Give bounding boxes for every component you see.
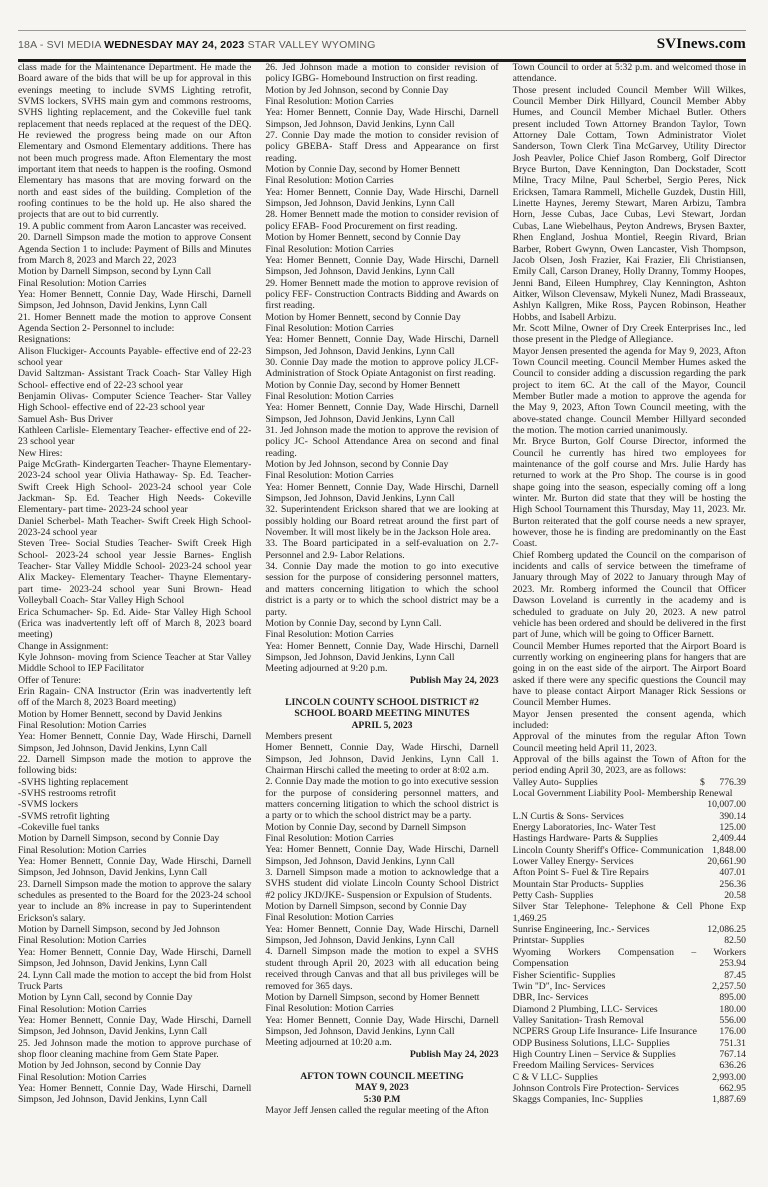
section-heading: 5:30 P.M	[363, 1093, 401, 1105]
bill-payee: Energy Laboratories, Inc- Water Test	[512, 822, 656, 834]
paragraph: Motion by Darnell Simpson, second by Lynn Call	[18, 266, 212, 278]
bill-payee: Skaggs Companies, Inc- Supplies	[512, 1094, 643, 1106]
paragraph: Yea: Homer Bennett, Connie Day, Wade Hirschi, Darnell Simpson, Jed Johnson, David Jenkins, Lynn Call	[18, 856, 252, 879]
section-heading: APRIL 5, 2023	[351, 719, 413, 731]
bill-row	[513, 970, 746, 981]
bill-amount: 82.50	[724, 935, 746, 947]
paragraph: Final Resolution: Motion Carries	[265, 629, 394, 641]
paragraph: Yea: Homer Bennett, Connie Day, Wade Hirschi, Darnell Simpson, Jed Johnson, David Jenkins, Lynn Call	[18, 288, 252, 312]
paragraph: Members present	[265, 730, 333, 742]
bill-amount: 180.00	[719, 1003, 746, 1015]
bill-payee: L.N Curtis & Sons- Services	[512, 810, 624, 822]
paragraph: Motion by Connie Day, second by Darnell Simpson	[265, 821, 466, 833]
publish-date-line: Publish May 24, 2023	[409, 674, 499, 686]
spacer	[265, 686, 498, 697]
paragraph: Wyoming Workers Compensation – Workers	[512, 946, 746, 958]
paragraph: Yea: Homer Bennett, Connie Day, Wade Hirschi, Darnell Simpson, Jed Johnson, David Jenkins, Lynn Call	[265, 107, 499, 130]
bill-payee: Lincoln County Sheriff's Office- Communication	[512, 844, 704, 856]
bill-row	[513, 845, 746, 856]
bill-row	[513, 1049, 746, 1060]
paragraph: 31. Jed Johnson made the motion to approve the revision of policy JC- School Attendance Area on second and final reading.	[265, 425, 499, 459]
bill-payee: Compensation	[512, 958, 569, 970]
paragraph: Kyle Johnson- moving from Science Teacher at Star Valley Middle School to IEP Facilitator	[18, 651, 252, 675]
section-heading: SCHOOL BOARD MEETING MINUTES	[294, 708, 470, 720]
paragraph: Resignations:	[18, 334, 71, 346]
paragraph: -SVHS restrooms retrofit	[18, 788, 116, 799]
paragraph: Final Resolution: Motion Carries	[265, 390, 394, 402]
bill-row	[513, 777, 746, 788]
bill-payee: Sunrise Engineering, Inc.- Services	[512, 924, 650, 936]
paragraph: Offer of Tenure:	[18, 674, 81, 686]
paragraph: Final Resolution: Motion Carries	[265, 96, 394, 108]
paragraph: Final Resolution: Motion Carries	[265, 175, 394, 187]
bill-row	[513, 799, 746, 810]
bill-amount: 125.00	[719, 822, 746, 834]
masthead	[18, 30, 746, 62]
bill-row	[513, 1072, 746, 1083]
spacer	[265, 1060, 498, 1071]
paragraph: Mayor Jensen presented the agenda for May 9, 2023, Afton Town Council meeting. Council Member Humes asked the Council to consider adding a discussion regarding the park project to item 6C. At the call of the Mayor, Council Member Butler made a motion to approve the agenda for the May 9, 2023, Afton Town Council meeting, with the above-stated change. Council Member Hillyard seconded the motion. The motion carried unanimously.	[512, 345, 746, 436]
paragraph: 29. Homer Bennett made the motion to approve revision of policy FEF- Construction Contracts Bidding and Awards on first reading.	[265, 277, 499, 312]
bill-row	[513, 1083, 746, 1094]
bill-amount: 407.01	[719, 867, 746, 879]
bill-row	[513, 811, 746, 822]
article-columns	[18, 62, 746, 1177]
bill-row	[513, 833, 746, 844]
page-label: 18A - SVI MEDIA	[18, 38, 101, 51]
paragraph: Motion by Darnell Simpson, second by Connie Day	[265, 901, 467, 913]
paragraph: Motion by Darnell Simpson, second by Homer Bennett	[265, 991, 480, 1003]
bill-amount: 20.58	[724, 890, 746, 902]
bill-amount: 556.00	[719, 1014, 746, 1026]
paragraph: Final Resolution: Motion Carries	[18, 844, 147, 856]
masthead-row	[18, 31, 746, 59]
bill-payee: C & V LLC- Supplies	[512, 1071, 598, 1083]
paragraph: 26. Jed Johnson made a motion to consider revision of policy IGBG- Homebound Instruction on first reading.	[265, 62, 499, 85]
bill-payee: Diamond 2 Plumbing, LLC- Services	[512, 1003, 658, 1015]
paragraph: Final Resolution: Motion Carries	[265, 912, 394, 924]
publish-date-line: Publish May 24, 2023	[409, 1048, 499, 1060]
bill-amount: 1,887.69	[712, 1094, 746, 1106]
bill-row	[513, 1026, 746, 1037]
paragraph: Town Council to order at 5:32 p.m. and welcomed those in attendance.	[512, 62, 746, 85]
section-heading: AFTON TOWN COUNCIL MEETING	[300, 1070, 464, 1082]
paragraph: 3. Darnell Simpson made a motion to acknowledge that a SVHS student did violate Lincoln County School District #2 policy JKD/JKE- Suspension or Expulsion of Students.	[265, 867, 499, 901]
bill-amount: 2,993.00	[712, 1071, 746, 1083]
paragraph: Yea: Homer Bennett, Connie Day, Wade Hirschi, Darnell Simpson, Jed Johnson, David Jenkins, Lynn Call	[265, 186, 499, 210]
paragraph: 23. Darnell Simpson made the motion to approve the salary schedules as presented to the Board for the 2023-24 school year to include an 8% increase in pay to Superintendent Erickson's salary.	[18, 878, 252, 924]
paragraph: -SVMS lockers	[18, 799, 79, 811]
paragraph: Meeting adjourned at 10:20 a.m.	[265, 1037, 392, 1049]
paragraph: Local Government Liability Pool- Membership Renewal	[512, 788, 733, 799]
paragraph: Mayor Jeff Jensen called the regular meeting of the Afton	[265, 1104, 489, 1116]
paragraph: 27. Connie Day made the motion to consider revision of policy GBEBA- Staff Dress and Appearance on first reading.	[265, 130, 499, 164]
paragraph: Mr. Bryce Burton, Golf Course Director, informed the Council he currently has hired two employees for maintenance of the golf course and Mrs. Julie Hardy has returned to work at the Pro Shop. The course is in good shape going into the season, especially coming off a long winter. Mr. Burton did state that they will be hosting the High School Tournament this Thursday, May 11, 2023. Mr. Burton reiterated that the golf course needs a new sprayer, however, those he is finding are predominantly on the East Coast.	[512, 436, 746, 550]
paragraph: Yea: Homer Bennett, Connie Day, Wade Hirschi, Darnell Simpson, Jed Johnson, David Jenkins, Lynn Call	[265, 334, 499, 357]
bill-amount: 895.00	[719, 992, 746, 1004]
bill-row	[513, 1004, 746, 1015]
paragraph: Those present included Council Member Will Wilkes, Council Member Dirk Hillyard, Council Member Abby Humes, and Council Member Michael Butler. Others present included Town Attorney Brandon Taylor, Town Attorney Dale Cottam, Town Administrator Violet Sanderson, Town Clerk Tina McGarvey, Utility Director Josh Peavler, Police Chief Jason Romberg, Golf Director Bryce Burton, Dave Kennington, Dan Dockstader, Scott Milne, Tracy Milne, Paul Scherbel, Sergio Peres, Nick Ericksen, Tamara Rammell, Michelle Guzdek, Dustin Hill, Linette Haynes, Jeremy Stewart, Maren Arbizu, Tambra Horn, Jesse Cubas, Jace Cubas, Levi Stewart, Jordan Cubas, Lane Wiebelhaus, Peyton Andrews, Brysen Baxter, Rhen England, Joshua Montiel, Reegin Rivard, Brian Barber, Robert Gwynn, Owen Lancaster, Vish Thompson, Jacob Olsen, Josh Frazier, Kai Frazier, Eli Christiansen, Emily Call, Carson Draney, Holly Dranny, Tommy Hoopes, Jenni Band, Eileen Humphrey, Clay Kennington, Ashton Aitker, Wilson Clevensaw, Mykeli Nunez, Madi Brasseaux, Ashlyn Kallgren, Mike Ross, Paycen Robinson, Heather Hobbs, and Isabell Arbizu.	[512, 84, 746, 323]
bill-row	[513, 924, 746, 935]
paragraph: Final Resolution: Motion Carries	[18, 277, 147, 289]
bill-row	[513, 822, 746, 833]
paragraph: Motion by Jed Johnson, second by Connie Day	[18, 1060, 201, 1072]
bill-amount: 2,409.44	[712, 833, 746, 845]
paragraph: Motion by Darnell Simpson, second by Jed Johnson	[18, 924, 220, 936]
paragraph: Approval of the bills against the Town of Afton for the period ending April 30, 2023, are as follows:	[512, 753, 746, 777]
paragraph: Motion by Jed Johnson, second by Connie Day	[265, 84, 449, 96]
bill-row	[513, 879, 746, 890]
bill-payee: ODP Business Solutions, LLC- Supplies	[512, 1037, 670, 1049]
bill-payee: Petty Cash- Supplies	[512, 890, 594, 902]
paragraph: New Hires:	[18, 447, 63, 459]
bill-amount: 12,086.25	[707, 924, 746, 936]
bill-amount: $ 776.39	[699, 776, 746, 788]
paragraph: Motion by Homer Bennett, second by Connie Day	[265, 232, 461, 244]
bill-amount: 87.45	[724, 969, 746, 981]
bill-row	[513, 867, 746, 878]
paragraph: Motion by Lynn Call, second by Connie Day	[18, 992, 193, 1004]
paragraph: Kathleen Carlisle- Elementary Teacher- effective end of 22-23 school year	[18, 425, 252, 448]
bill-payee: Lower Valley Energy- Services	[512, 856, 634, 868]
paragraph: Motion by Homer Bennett, second by David Jenkins	[18, 708, 222, 720]
paragraph: Yea: Homer Bennett, Connie Day, Wade Hirschi, Darnell Simpson, Jed Johnson, David Jenkins, Lynn Call	[18, 1014, 252, 1038]
bill-row	[513, 1094, 746, 1105]
paragraph: Samuel Ash- Bus Driver	[18, 413, 113, 425]
paragraph: Motion by Connie Day, second by Lynn Call.	[265, 617, 442, 629]
bill-row	[513, 935, 746, 946]
paragraph: Yea: Homer Bennett, Connie Day, Wade Hirschi, Darnell Simpson, Jed Johnson, David Jenkins, Lynn Call	[18, 1082, 252, 1106]
bill-payee: Fisher Scientific- Supplies	[512, 969, 616, 981]
bill-amount: 1,848.00	[712, 844, 746, 856]
paragraph: Daniel Scherbel- Math Teacher- Swift Creek High School- 2023-24 school year	[18, 515, 252, 539]
paragraph: -Cokeville fuel tanks	[18, 822, 100, 834]
paragraph: Final Resolution: Motion Carries	[265, 833, 394, 845]
bill-amount: 751.31	[719, 1037, 746, 1049]
column-2	[265, 62, 498, 1177]
paragraph: Change in Assignment:	[18, 640, 109, 652]
bill-payee: Mountain Star Products- Supplies	[512, 878, 644, 890]
bill-payee: Printstar- Supplies	[512, 935, 585, 947]
bill-amount: 176.00	[719, 1026, 746, 1038]
paragraph: Yea: Homer Bennett, Connie Day, Wade Hirschi, Darnell Simpson, Jed Johnson, David Jenkins, Lynn Call	[265, 844, 499, 867]
paragraph: 20. Darnell Simpson made the motion to approve Consent Agenda Section 1 to include: Payment of Bills and Minutes from March 8, 2023 and March 22, 2023	[18, 232, 252, 266]
bill-row	[513, 890, 746, 901]
bill-amount: 636.26	[719, 1060, 746, 1072]
paragraph: Yea: Homer Bennett, Connie Day, Wade Hirschi, Darnell Simpson, Jed Johnson, David Jenkins, Lynn Call	[265, 923, 499, 947]
section-heading: LINCOLN COUNTY SCHOOL DISTRICT #2	[285, 696, 479, 708]
paragraph: David Saltzman- Assistant Track Coach- Star Valley High School- effective end of 22-23 school year	[18, 368, 252, 391]
paragraph: Mayor Jensen presented the consent agenda, which included:	[512, 708, 746, 731]
bill-amount: 390.14	[719, 810, 746, 822]
paragraph: Final Resolution: Motion Carries	[265, 243, 394, 255]
paragraph: Chief Romberg updated the Council on the comparison of incidents and calls of service between the timeframe of January through May of 2022 to January through May of 2023. Mr. Romberg informed the Council that Officer Dawson Loveland is currently in the academy and is scheduled to graduate on July 20, 2023. A new patrol vehicle has been ordered and should be delivered in the first part of June, which will be going to Officer Barnett.	[512, 549, 746, 641]
bill-payee: DBR, Inc- Services	[512, 992, 589, 1004]
paragraph: 28. Homer Bennett made the motion to consider revision of policy EFAB- Food Procurement on first reading.	[265, 209, 499, 232]
paragraph: 22. Darnell Simpson made the motion to approve the following bids:	[18, 753, 252, 777]
paragraph: 4. Darnell Simpson made the motion to expel a SVHS student through April 20, 2023 with all education being received through Canvas and that all bus privileges will be removed for 365 days.	[265, 946, 499, 992]
paragraph: Homer Bennett, Connie Day, Wade Hirschi, Darnell Simpson, Jed Johnson, David Jenkins, Lynn Call 1. Chairman Hirschi called the meeting to order at 8:02 a.m.	[265, 742, 499, 776]
column-1	[18, 62, 251, 1177]
paragraph: 32. Superintendent Erickson shared that we are looking at possibly holding our Board retreat around the first part of November. It will most likely be in the Jackson Hole area.	[265, 504, 499, 539]
paragraph: Final Resolution: Motion Carries	[265, 470, 394, 482]
paragraph: Erin Ragain- CNA Instructor (Erin was inadvertently left off of the March 8, 2023 Board meeting)	[18, 685, 252, 709]
bill-payee	[513, 799, 519, 810]
masthead-left	[18, 39, 376, 51]
paragraph: Steven Tree- Social Studies Teacher- Swift Creek High School- 2023-24 school year Jessie Barnes- English Teacher- Star Valley Middle School- 2023-24 school year Alix Mackey- Elementary Teacher- Thayne Elementary- part time- 2023-24 school year Suni Brown- Head Volleyball Coach- Star Valley High School	[18, 538, 252, 607]
paragraph: Yea: Homer Bennett, Connie Day, Wade Hirschi, Darnell Simpson, Jed Johnson, David Jenkins, Lynn Call	[18, 946, 252, 970]
paragraph: 19. A public comment from Aaron Lancaster was received.	[18, 220, 247, 232]
bill-payee: Valley Auto- Supplies	[512, 776, 598, 788]
paragraph: 2. Connie Day made the motion to go into executive session for the purpose of considering personnel matters, and matters concerning litigation to which the school district is a party or to which the school district may be a party.	[265, 776, 499, 822]
paragraph: Motion by Darnell Simpson, second by Connie Day	[18, 833, 220, 845]
paragraph: Final Resolution: Motion Carries	[265, 322, 394, 334]
bill-row	[513, 981, 746, 992]
column-3	[513, 62, 746, 1177]
paragraph: Final Resolution: Motion Carries	[18, 935, 147, 947]
paragraph: Motion by Connie Day, second by Homer Bennett	[265, 379, 461, 391]
paragraph: Final Resolution: Motion Carries	[18, 719, 147, 731]
paragraph: Yea: Homer Bennett, Connie Day, Wade Hirschi, Darnell Simpson, Jed Johnson, David Jenkins, Lynn Call	[265, 1014, 499, 1037]
bill-amount: 256.36	[719, 878, 746, 890]
paragraph: Erica Schumacher- Sp. Ed. Aide- Star Valley High School (Erica was inadvertently left off of March 8, 2023 board meeting)	[18, 606, 252, 641]
paragraph: Council Member Humes reported that the Airport Board is currently working on engineering plans for hangers that are going in on the east side of the airport. The Airport Board asked if there were any specific questions the Council may have to please contact Airport Manager Rick Sessions or Council Member Humes.	[512, 640, 746, 709]
bill-amount: 20,661.90	[707, 856, 746, 868]
paragraph: Final Resolution: Motion Carries	[265, 1003, 394, 1015]
bill-row	[513, 856, 746, 867]
paragraph: Paige McGrath- Kindergarten Teacher- Thayne Elementary- 2023-24 school year Olivia Hathaway- Sp. Ed. Teacher- Swift Creek High School- 2023-24 school year Cole Jackman- Sp. Ed. Teacher High Needs- Cokeville Elementary- part time- 2023-24 school year	[18, 459, 252, 516]
paragraph: 1,469.25	[512, 912, 547, 924]
paragraph: Yea: Homer Bennett, Connie Day, Wade Hirschi, Darnell Simpson, Jed Johnson, David Jenkins, Lynn Call	[265, 481, 499, 505]
paragraph: 34. Connie Day made the motion to go into executive session for the purpose of considering personnel matters, and matters concerning litigation to which the school district is a party or to which the school district may be a party.	[265, 561, 499, 618]
bill-amount: 10,007.00	[707, 799, 746, 811]
paragraph: Alison Fluckiger- Accounts Payable- effective end of 22-23 school year	[18, 345, 252, 368]
bill-payee: Valley Sanitation- Trash Removal	[512, 1014, 644, 1026]
paragraph: Motion by Connie Day, second by Homer Bennett	[265, 164, 461, 176]
paragraph: 24. Lynn Call made the motion to accept the bid from Holst Truck Parts	[18, 969, 252, 992]
paragraph: Final Resolution: Motion Carries	[18, 1071, 147, 1083]
bill-amount: 662.95	[719, 1082, 746, 1094]
bill-payee: Johnson Controls Fire Protection- Services	[512, 1082, 679, 1094]
paragraph: Yea: Homer Bennett, Connie Day, Wade Hirschi, Darnell Simpson, Jed Johnson, David Jenkins, Lynn Call	[265, 254, 499, 278]
bill-row	[513, 1038, 746, 1049]
bill-payee: Twin "D", Inc- Services	[512, 980, 606, 992]
paragraph: 30. Connie Day made the motion to approve policy JLCF- Administration of Stock Opiate Antagonist on first reading.	[265, 356, 499, 380]
bill-amount: 2,257.50	[712, 980, 746, 992]
paragraph: Yea: Homer Bennett, Connie Day, Wade Hirschi, Darnell Simpson, Jed Johnson, David Jenkins, Lynn Call	[265, 402, 499, 425]
paragraph: Yea: Homer Bennett, Connie Day, Wade Hirschi, Darnell Simpson, Jed Johnson, David Jenkins, Lynn Call	[265, 640, 499, 663]
paragraph: Benjamin Olivas- Computer Science Teacher- Star Valley High School- effective end of 22-23 school year	[18, 390, 252, 414]
paragraph: Yea: Homer Bennett, Connie Day, Wade Hirschi, Darnell Simpson, Jed Johnson, David Jenkins, Lynn Call	[18, 731, 252, 754]
paragraph: Motion by Jed Johnson, second by Connie Day	[265, 459, 449, 471]
bill-payee: NCPERS Group Life Insurance- Life Insurance	[512, 1026, 697, 1038]
paragraph: -SVMS retrofit lighting	[18, 810, 110, 822]
paragraph: -SVHS lighting replacement	[18, 776, 129, 788]
paragraph: Approval of the minutes from the regular Afton Town Council meeting held April 11, 2023.	[512, 731, 746, 754]
bill-payee: Afton Point S- Fuel & Tire Repairs	[512, 867, 649, 879]
bill-row	[513, 1015, 746, 1026]
masthead-location: STAR VALLEY WYOMING	[247, 38, 376, 51]
bill-row	[513, 958, 746, 969]
paragraph: Meeting adjourned at 9:20 p.m.	[265, 663, 388, 675]
bill-row	[513, 992, 746, 1003]
paragraph: 25. Jed Johnson made the motion to approve purchase of shop floor cleaning machine from Gem State Paper.	[18, 1037, 252, 1060]
paragraph: Motion by Homer Bennett, second by Connie Day	[265, 311, 461, 323]
paragraph: Mr. Scott Milne, Owner of Dry Creek Enterprises Inc., led those present in the Pledge of Allegiance.	[512, 322, 746, 346]
bill-payee: Freedom Mailing Services- Services	[512, 1060, 654, 1072]
bill-payee: Hastings Hardware- Parts & Supplies	[512, 833, 658, 845]
paragraph: 21. Homer Bennett made the motion to approve Consent Agenda Section 2- Personnel to include:	[18, 311, 252, 334]
masthead-date: WEDNESDAY MAY 24, 2023	[104, 38, 245, 51]
site-logo: SVInews.com	[656, 36, 746, 52]
bill-amount: 253.94	[719, 958, 746, 970]
bill-amount: 767.14	[719, 1048, 746, 1060]
paragraph: Final Resolution: Motion Carries	[18, 1003, 147, 1015]
section-heading: MAY 9, 2023	[355, 1082, 409, 1094]
bill-row	[513, 1060, 746, 1071]
paragraph: class made for the Maintenance Department. He made the Board aware of the bids that will be up for approval in this evenings meeting to include SVMS Lighting retrofit, SVMS lockers, SVHS main gym and commons restrooms, SVHS lighting replacement, and the Cokeville fuel tank replacement that needs replaced at the request of the DEQ. He reviewed the progress being made on our Afton Elementary and Osmond Elementary additions. There has not been much progress made. Afton Elementary the most important item that needs to happen is the roofing. Osmond Elementary has masons that are moving forward on the north and east sides of the building. Completion of the roofing continues to be the hold up. He also shared the projects that are out to bid currently.	[18, 62, 252, 221]
bill-payee: High Country Linen – Service & Supplies	[512, 1048, 676, 1060]
paragraph: 33. The Board participated in a self-evaluation on 2.7- Personnel and 2.9- Labor Relations.	[265, 538, 499, 561]
paragraph: Silver Star Telephone- Telephone & Cell Phone Exp	[512, 901, 746, 913]
